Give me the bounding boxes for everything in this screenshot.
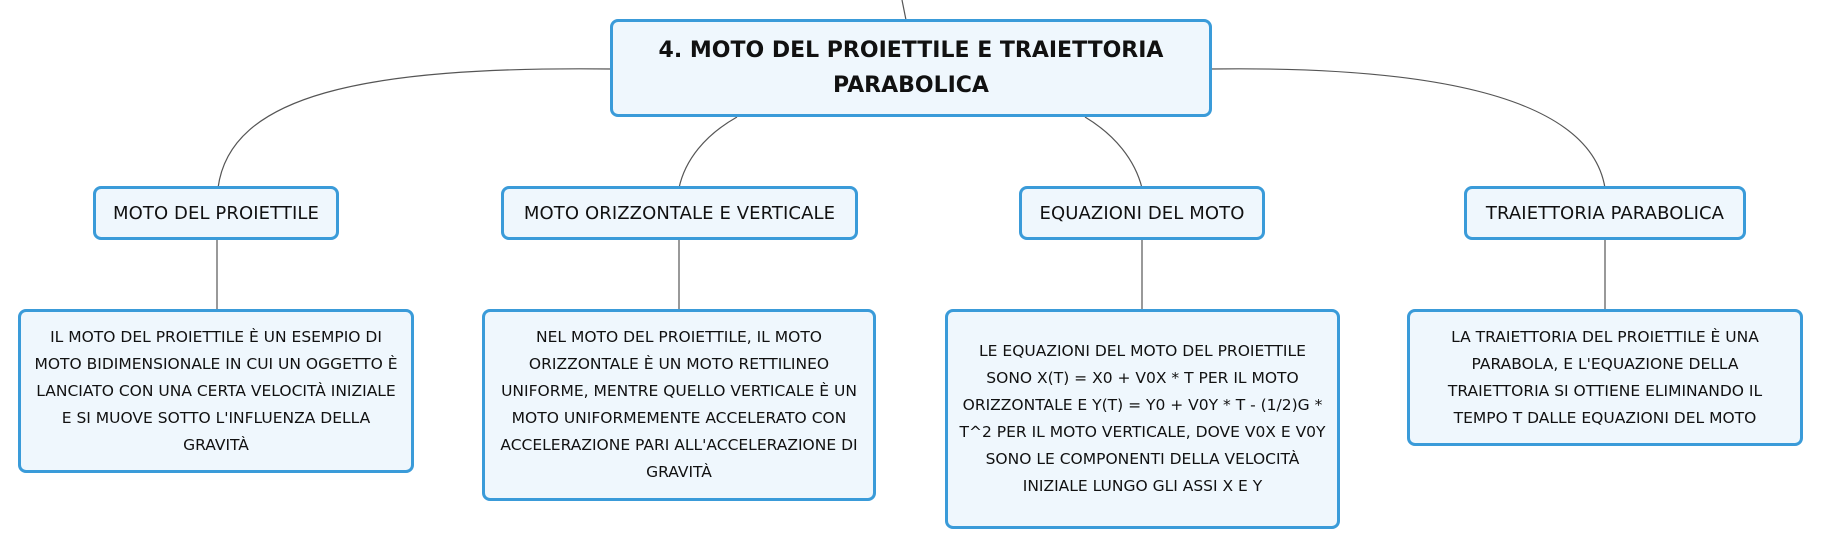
detail-node-projectile-motion[interactable] bbox=[18, 309, 414, 473]
root-node-label: 4. MOTO DEL PROIETTILE E TRAIETTORIA PARABOLICA bbox=[658, 38, 1164, 98]
connector-root-to-topic-1 bbox=[218, 69, 612, 188]
connector-root-to-topic-2 bbox=[679, 117, 737, 188]
detail-text: NEL MOTO DEL PROIETTILE, IL MOTO ORIZZONTALE È UN MOTO RETTILINEO UNIFORME, MENTRE QUELLO VERTICALE È UN MOTO UNIFORMEMENTE ACCELERATO CON ACCELERAZIONE PARI ALL'ACCELERAZIONE DI GRAVITÀ bbox=[500, 328, 858, 481]
topic-node-projectile-motion[interactable] bbox=[93, 186, 339, 240]
connector-root-to-topic-4 bbox=[1210, 69, 1605, 188]
detail-text: LA TRAIETTORIA DEL PROIETTILE È UNA PARABOLA, E L'EQUAZIONE DELLA TRAIETTORIA SI OTTIENE ELIMINANDO IL TEMPO T DALLE EQUAZIONI DEL MOTO bbox=[1447, 327, 1763, 427]
topic-label: EQUAZIONI DEL MOTO bbox=[1039, 202, 1245, 224]
detail-node-parabolic-trajectory[interactable] bbox=[1407, 309, 1803, 446]
topic-node-horizontal-vertical[interactable] bbox=[501, 186, 858, 240]
detail-node-horizontal-vertical[interactable] bbox=[482, 309, 876, 501]
connector-root-to-topic-3 bbox=[1085, 117, 1142, 188]
detail-node-equations[interactable] bbox=[945, 309, 1340, 529]
detail-text: LE EQUAZIONI DEL MOTO DEL PROIETTILE SONO X(T) = X0 + V0X * T PER IL MOTO ORIZZONTALE E Y(T) = Y0 + V0Y * T - (1/2)G * T^2 PER IL MOTO VERTICALE, DOVE V0X E V0Y SONO LE COMPONENTI DELLA VELOCITÀ INIZIALE LUNGO GLI ASSI X E Y bbox=[959, 342, 1326, 495]
topic-label: MOTO DEL PROIETTILE bbox=[112, 202, 320, 224]
topic-label: TRAIETTORIA PARABOLICA bbox=[1485, 202, 1725, 224]
detail-text: IL MOTO DEL PROIETTILE È UN ESEMPIO DI MOTO BIDIMENSIONALE IN CUI UN OGGETTO È LANCIATO CON UNA CERTA VELOCITÀ INIZIALE E SI MUOVE SOTTO L'INFLUENZA DELLA GRAVITÀ bbox=[34, 327, 398, 454]
topic-node-equations[interactable] bbox=[1019, 186, 1265, 240]
root-node[interactable] bbox=[610, 19, 1212, 117]
topic-node-parabolic-trajectory[interactable] bbox=[1464, 186, 1746, 240]
connector-parent-to-root bbox=[902, 0, 906, 20]
topic-label: MOTO ORIZZONTALE E VERTICALE bbox=[523, 202, 836, 224]
